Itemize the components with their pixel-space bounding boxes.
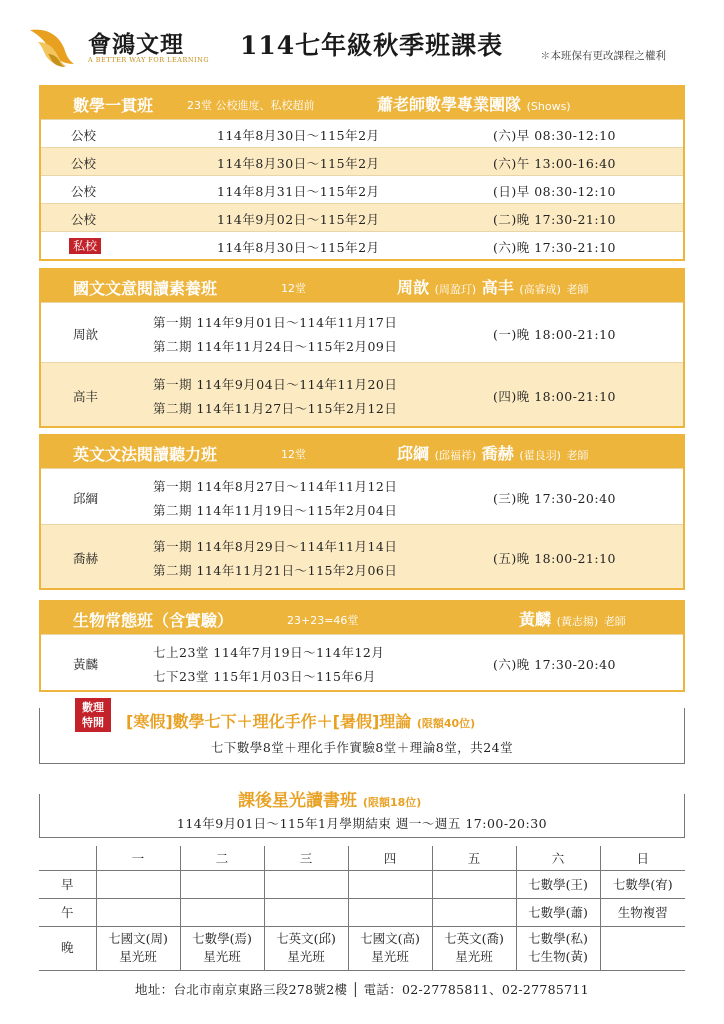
teacher-name: 邱綱 xyxy=(397,444,430,463)
list-item xyxy=(41,634,683,690)
teacher-suffix: 老師 xyxy=(603,615,626,628)
math-class-name: 數學一貫班 xyxy=(73,96,154,115)
star-study-title xyxy=(228,784,431,813)
teacher-label: 高丰 xyxy=(73,389,99,404)
chinese-class-sub: 12堂 xyxy=(281,282,306,295)
period-2: 第二期 114年11月27日～115年2月12日 xyxy=(153,401,398,416)
date-range: 114年8月30日～115年2月 xyxy=(217,128,380,143)
english-class-name: 英文文法閱讀聽力班 xyxy=(73,445,218,464)
table-cell xyxy=(96,870,180,898)
teacher-suffix: 老師 xyxy=(566,283,589,296)
cell-line: 七數學(私) xyxy=(528,931,588,946)
cell-line: 七生物(黃) xyxy=(528,949,588,964)
special-course-desc: 七下數學8堂＋理化手作實驗8堂＋理論8堂，共24堂 xyxy=(210,740,514,755)
special-course-title xyxy=(116,706,485,732)
school-type: 公校 xyxy=(71,156,97,171)
special-tag-line2: 特開 xyxy=(82,716,104,729)
biology-class-header xyxy=(41,602,683,634)
class-time: (四)晚 18:00-21:10 xyxy=(493,389,616,404)
table-cell: 七數學(王) xyxy=(516,870,600,898)
chinese-teachers xyxy=(397,275,589,298)
teacher-label: 喬赫 xyxy=(73,551,99,566)
table-cell: 七數學(蕭) xyxy=(516,898,600,926)
brand-tagline: A BETTER WAY FOR LEARNING xyxy=(88,56,210,64)
teacher-fullname: (周盈玎) xyxy=(434,283,477,296)
teacher-fullname: (邱福祥) xyxy=(434,449,477,462)
term-2: 七下23堂 115年1月03日～115年6月 xyxy=(153,669,376,684)
cell-line: 七英文(喬) xyxy=(444,931,504,946)
period-2: 第二期 114年11月24日～115年2月09日 xyxy=(153,339,398,354)
list-item xyxy=(41,468,683,524)
chinese-class-header xyxy=(41,270,683,302)
cell-line: 七國文(高) xyxy=(360,931,420,946)
class-time: (日)早 08:30-12:10 xyxy=(493,184,616,199)
teacher-label: 周歆 xyxy=(73,327,99,342)
period-1: 第一期 114年9月01日～114年11月17日 xyxy=(153,315,398,330)
table-cell xyxy=(516,926,600,970)
day-header: 日 xyxy=(600,846,685,870)
slot-label: 午 xyxy=(39,898,96,926)
star-title-text: 課後星光讀書班 xyxy=(238,791,357,811)
star-limit: (限額18位) xyxy=(362,796,422,809)
rights-note: ✽本班保有更改課程之權利 xyxy=(540,50,666,62)
term-1: 七上23堂 114年7月19日～114年12月 xyxy=(153,645,385,660)
teacher-name: 黃麟 xyxy=(519,610,552,629)
class-time: (一)晚 18:00-21:10 xyxy=(493,327,616,342)
math-class-sub: 23堂 公校進度、私校超前 xyxy=(187,99,315,112)
weekly-schedule-table xyxy=(39,846,685,971)
cell-line: 星光班 xyxy=(287,949,325,964)
day-header: 三 xyxy=(264,846,348,870)
day-header: 四 xyxy=(348,846,432,870)
table-row xyxy=(39,926,685,970)
table-cell xyxy=(348,926,432,970)
brand-name: 會鴻文理 xyxy=(88,31,184,58)
special-title-text: [寒假]數學七下＋理化手作＋[暑假]理論 xyxy=(126,712,412,731)
class-time: (二)晚 17:30-21:10 xyxy=(493,212,616,227)
table-cell xyxy=(348,870,432,898)
star-study-desc: 114年9月01日～115年1月學期結束 週一～週五 17:00-20:30 xyxy=(176,816,548,831)
day-header: 一 xyxy=(96,846,180,870)
day-header: 六 xyxy=(516,846,600,870)
class-time: (六)早 08:30-12:10 xyxy=(493,128,616,143)
school-type: 公校 xyxy=(71,184,97,199)
private-school-badge: 私校 xyxy=(69,238,101,254)
list-item xyxy=(41,362,683,426)
biology-class-name: 生物常態班（含實驗） xyxy=(73,611,234,630)
table-cell xyxy=(600,926,685,970)
period-1: 第一期 114年9月04日～114年11月20日 xyxy=(153,377,398,392)
teacher-name: 高丰 xyxy=(481,278,514,297)
table-cell: 七數學(宥) xyxy=(600,870,685,898)
slot-label: 晚 xyxy=(39,926,96,970)
table-row xyxy=(39,898,685,926)
math-class-card xyxy=(39,85,685,261)
table-row xyxy=(41,119,683,147)
page-title: 114七年級秋季班課表 xyxy=(240,31,504,60)
period-1: 第一期 114年8月27日～114年11月12日 xyxy=(153,479,398,494)
cell-line: 七英文(邱) xyxy=(276,931,336,946)
teacher-suffix: 老師 xyxy=(566,449,589,462)
teacher-label: 黃麟 xyxy=(73,657,99,672)
cell-line: 星光班 xyxy=(119,949,157,964)
chinese-class-name: 國文文意閱讀素養班 xyxy=(73,279,218,298)
teacher-name: 喬赫 xyxy=(481,444,514,463)
special-limit: (限額40位) xyxy=(416,717,476,730)
school-type: 公校 xyxy=(71,128,97,143)
table-cell xyxy=(432,870,516,898)
english-class-card xyxy=(39,434,685,590)
table-cell xyxy=(96,926,180,970)
period-2: 第二期 114年11月19日～115年2月04日 xyxy=(153,503,398,518)
math-teacher-en: (Shows) xyxy=(526,100,571,113)
cell-line: 星光班 xyxy=(455,949,493,964)
address-footer: 地址：台北市南京東路三段278號2樓 │ 電話：02-27785811、02-27785711 xyxy=(135,982,589,997)
table-cell: 生物複習 xyxy=(600,898,685,926)
class-time: (六)晚 17:30-21:10 xyxy=(493,240,616,255)
day-header: 五 xyxy=(432,846,516,870)
math-teacher-name: 蕭老師數學專業團隊 xyxy=(377,95,522,114)
cell-line: 七國文(周) xyxy=(108,931,168,946)
table-row xyxy=(41,175,683,203)
date-range: 114年8月31日～115年2月 xyxy=(217,184,380,199)
table-cell xyxy=(348,898,432,926)
date-range: 114年9月02日～115年2月 xyxy=(217,212,380,227)
table-cell xyxy=(180,926,264,970)
class-time: (三)晚 17:30-20:40 xyxy=(493,491,616,506)
cell-line: 七數學(焉) xyxy=(192,931,252,946)
table-cell xyxy=(432,926,516,970)
table-row xyxy=(41,147,683,175)
teacher-label: 邱綱 xyxy=(73,491,99,506)
table-row xyxy=(39,870,685,898)
table-cell xyxy=(96,898,180,926)
biology-class-card xyxy=(39,600,685,692)
class-time: (六)午 13:00-16:40 xyxy=(493,156,616,171)
cell-line: 星光班 xyxy=(371,949,409,964)
date-range: 114年8月30日～115年2月 xyxy=(217,240,380,255)
period-2: 第二期 114年11月21日～115年2月06日 xyxy=(153,563,398,578)
special-tag-line1: 數理 xyxy=(82,701,104,714)
teacher-fullname: (黃志揚) xyxy=(556,615,599,628)
slot-label: 早 xyxy=(39,870,96,898)
teacher-fullname: (翟良羽) xyxy=(519,449,561,462)
day-header: 二 xyxy=(180,846,264,870)
biology-class-sub: 23+23=46堂 xyxy=(287,614,359,627)
teacher-fullname: (高睿成) xyxy=(519,283,561,296)
table-cell xyxy=(180,898,264,926)
table-cell xyxy=(180,870,264,898)
page-header xyxy=(28,22,700,72)
table-row xyxy=(41,203,683,231)
table-cell xyxy=(264,898,348,926)
teacher-name: 周歆 xyxy=(397,278,430,297)
wing-logo-icon xyxy=(28,24,80,68)
special-tag xyxy=(75,698,111,732)
chinese-class-card xyxy=(39,268,685,428)
biology-teacher xyxy=(519,607,626,630)
list-item xyxy=(41,524,683,588)
period-1: 第一期 114年8月29日～114年11月14日 xyxy=(153,539,398,554)
list-item xyxy=(41,302,683,362)
table-cell xyxy=(264,870,348,898)
date-range: 114年8月30日～115年2月 xyxy=(217,156,380,171)
table-header-row xyxy=(39,846,685,870)
school-type: 公校 xyxy=(71,212,97,227)
english-class-sub: 12堂 xyxy=(281,448,306,461)
math-teacher xyxy=(377,92,571,115)
class-time: (五)晚 18:00-21:10 xyxy=(493,551,616,566)
table-cell xyxy=(432,898,516,926)
table-row xyxy=(41,231,683,259)
cell-line: 星光班 xyxy=(203,949,241,964)
table-cell xyxy=(264,926,348,970)
english-class-header xyxy=(41,436,683,468)
corner-cell xyxy=(39,846,96,870)
class-time: (六)晚 17:30-20:40 xyxy=(493,657,616,672)
math-class-header xyxy=(41,87,683,119)
english-teachers xyxy=(397,441,589,464)
